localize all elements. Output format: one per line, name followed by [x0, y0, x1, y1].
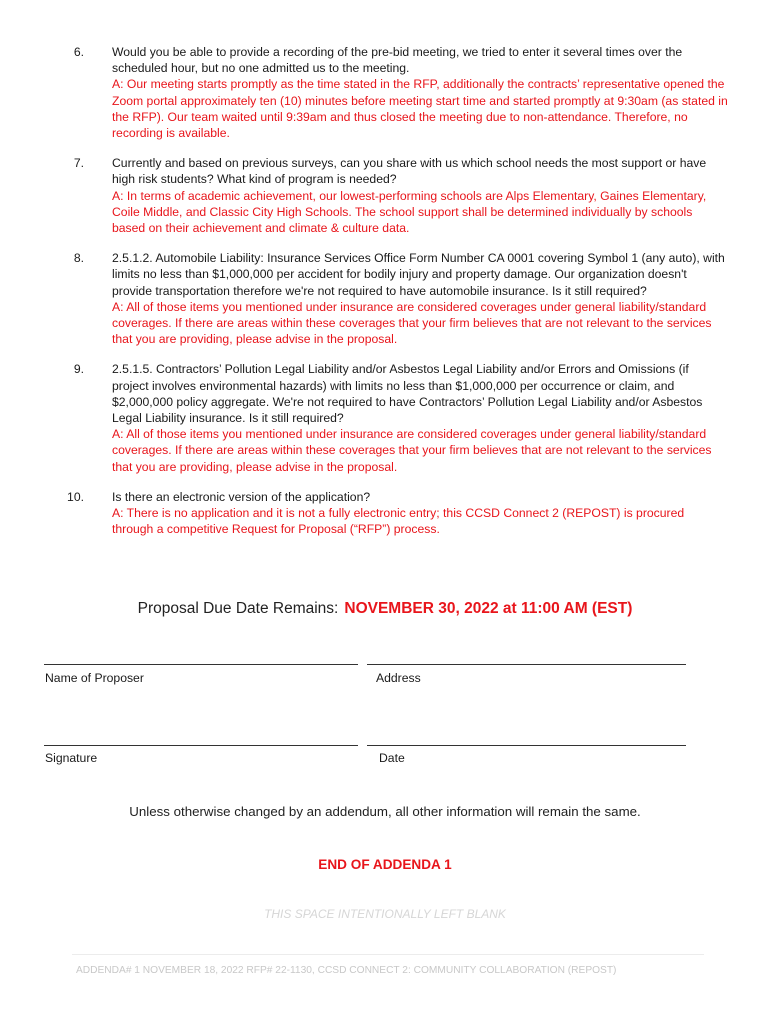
date-label: Date: [379, 751, 405, 765]
signature-line: [44, 745, 358, 746]
item-number: 7.: [73, 156, 84, 171]
item-number: 8.: [73, 251, 84, 266]
question-text: Is there an electronic version of the application?: [112, 489, 371, 504]
answer-text: A: There is no application and it is not a fully electronic entry; this CCSD Connect 2 (REPOST) is procured through a competitive Request for Proposal (“RFP”) process.: [112, 506, 685, 537]
item-number: 6.: [73, 45, 84, 59]
qa-list: [67, 44, 728, 551]
due-date-value: NOVEMBER 30, 2022 at 11:00 AM (EST): [344, 600, 633, 617]
due-date-label: Proposal Due Date Remains:: [137, 600, 339, 617]
page-footer: ADDENDA# 1 NOVEMBER 18, 2022 RFP# 22-1130, CCSD CONNECT 2: COMMUNITY COLLABORATION (REPOST): [76, 965, 617, 976]
signature-label: Signature: [45, 751, 98, 765]
question-text: 2.5.1.2. Automobile Liability: Insurance Services Office Form Number CA 0001 covering Symbol 1 (any auto), with limits no less than $1,000,000 per accident for bodily injury and property damage. Our organization doesn't provide transportation therefore we're not required to have automobile insurance. Is it still required?: [112, 251, 725, 298]
answer-text: A: All of those items you mentioned under insurance are considered coverages under general liability/standard coverages. If there are areas within these coverages that your firm believes that are not relevant to the services that you are providing, please advise in the proposal.: [112, 299, 712, 347]
footer-divider: [72, 954, 704, 955]
question-text: Would you be able to provide a recording of the pre-bid meeting, we tried to enter it several times over the scheduled hour, but no one admitted us to the meeting.: [112, 45, 683, 76]
question-text: 2.5.1.5. Contractors’ Pollution Legal Liability and/or Asbestos Legal Liability and/or Errors and Omissions (if project involves environmental hazards) with limits no less than $1,000,000 per occurrence or claim, and $2,000,000 policy aggregate. We're not required to have Contractors’ Pollution Legal Liability and/or Asbestos Legal Liability insurance. Is it still required?: [112, 362, 703, 426]
address-line: [367, 664, 686, 665]
answer-text: A: Our meeting starts promptly as the time stated in the RFP, additionally the contracts’ representative opened the Zoom portal approximately ten (10) minutes before meeting start time and started promptly at 9:30am (as stated in the RFP). Our team waited until 9:39am and thus closed the meeting due to non-attendance. Therefore, no recording is available.: [112, 77, 728, 141]
intentionally-blank-note: THIS SPACE INTENTIONALLY LEFT BLANK: [264, 907, 506, 921]
answer-text: A: In terms of academic achievement, our lowest-performing schools are Alps Elementary, Gaines Elementary, Coile Middle, and Classic City High Schools. The school support shall be determined individually by schools based on their achievement and climate & culture data.: [112, 188, 707, 236]
question-text: Currently and based on previous surveys, can you share with us which school needs the most support or have high risk students? What kind of program is needed?: [112, 156, 707, 187]
qa-item-10: [67, 489, 728, 538]
item-number: 10.: [67, 489, 84, 504]
qa-item-7: [73, 155, 728, 236]
answer-text: A: All of those items you mentioned under insurance are considered coverages under general liability/standard coverages. If there are areas within these coverages that your firm believes that are not relevant to the services that you are providing, please advise in the proposal.: [112, 427, 712, 474]
date-line: [367, 745, 686, 746]
qa-item-9: [73, 361, 728, 474]
name-of-proposer-label: Name of Proposer: [45, 671, 144, 685]
qa-item-6: [73, 44, 728, 141]
end-of-addenda-title: END OF ADDENDA 1: [318, 857, 452, 872]
name-of-proposer-line: [44, 664, 358, 665]
closing-statement: Unless otherwise changed by an addendum, all other information will remain the same.: [129, 804, 641, 819]
item-number: 9.: [73, 362, 84, 377]
address-label: Address: [376, 671, 421, 685]
proposal-due-date: [0, 600, 770, 618]
qa-item-8: [73, 250, 728, 347]
